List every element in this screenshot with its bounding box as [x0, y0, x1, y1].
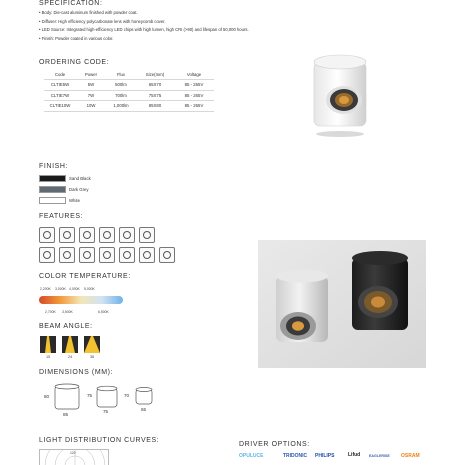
- dimension-width: 75: [103, 409, 109, 414]
- column-header: Power: [84, 71, 98, 77]
- product-photo: [258, 240, 426, 368]
- finish-swatch-sand-black: [39, 175, 66, 182]
- table-cell: 85 - 265V: [174, 101, 214, 112]
- dimension-height: 75: [87, 393, 93, 398]
- table-row: [44, 80, 214, 91]
- table-row: [44, 101, 214, 112]
- ct-label-top: 5,000K: [84, 287, 95, 291]
- specification-heading: SPECIFICATION:: [39, 0, 103, 7]
- brand-philips-logo: PHILIPS: [315, 453, 335, 459]
- beam-24-icon: [62, 336, 78, 353]
- feature-lifespan-icon: [39, 247, 55, 263]
- feature-anti-glare-icon: [159, 247, 175, 263]
- finish-label: Sand Black: [69, 176, 91, 181]
- table-cell: CLTIE7W: [44, 90, 76, 101]
- column-header: Size(mm): [145, 71, 165, 77]
- finish-swatch-dark-grey: [39, 186, 66, 193]
- light-distribution-heading: LIGHT DISTRIBUTION CURVES:: [39, 437, 160, 444]
- product-white-cylinder-image: [300, 48, 380, 138]
- driver-options-heading: DRIVER OPTIONS:: [239, 441, 310, 448]
- brand-opuluce-logo: OPULUCE: [239, 453, 264, 459]
- feature-dimmable-icon: [59, 227, 75, 243]
- table-cell: 10W: [76, 101, 106, 112]
- dimension-height: 70: [124, 393, 130, 398]
- table-cell: 1,000lm: [106, 101, 136, 112]
- ct-label-bottom: 3,500K: [62, 310, 73, 314]
- beam-36-icon: [84, 336, 100, 353]
- column-header: Code: [54, 71, 66, 77]
- color-temperature-heading: COLOR TEMPERATURE:: [39, 273, 131, 280]
- dimension-width: 85: [63, 412, 69, 417]
- spec-finish: • Finish: Powder coated in various color.: [39, 35, 114, 41]
- table-cell: 65X70: [136, 80, 174, 91]
- specification-list: [39, 9, 249, 43]
- dimension-height: 80: [44, 394, 50, 399]
- feature-cri-icon: [59, 247, 75, 263]
- finish-swatch-white: [39, 197, 66, 204]
- column-header: Flux: [116, 71, 126, 77]
- ct-label-top: 3,000K: [55, 287, 66, 291]
- ct-label-bottom: 2,700K: [45, 310, 56, 314]
- feature-class-icon: [139, 227, 155, 243]
- column-header: Voltage: [186, 71, 202, 77]
- dimension-width: 65: [141, 407, 147, 412]
- feature-surface-mount-icon: [119, 247, 135, 263]
- table-cell: 7W: [76, 90, 106, 101]
- spec-body: • Body: Die-cast aluminum finished with powder coat.: [39, 10, 138, 15]
- brand-eaglerise-logo: EAGLERISE: [369, 454, 390, 458]
- brand-tridonic-logo: TRIDONIC: [283, 453, 308, 459]
- feature-adjustable-icon: [99, 227, 115, 243]
- table-cell: 85 - 265V: [174, 80, 214, 91]
- beam-angle-label: 24: [68, 355, 73, 359]
- beam-angle-label: 15: [46, 355, 51, 359]
- finish-label: Dark Grey: [69, 187, 89, 192]
- dimension-85-drawing: [54, 383, 80, 410]
- table-row: [44, 90, 214, 101]
- table-cell: 75X75: [136, 90, 174, 101]
- spec-led-source: • LED Source: Integrated high-efficiency LED chips with high lumen, high CRI (>90) and lifespan of 50,000 hours.: [39, 27, 249, 33]
- dimension-75-drawing: [96, 385, 118, 408]
- table-cell: 500lm: [106, 80, 136, 91]
- beam-15-icon: [40, 336, 56, 353]
- ordering-header-row: [44, 69, 214, 80]
- ordering-table: [44, 69, 214, 112]
- table-cell: 85X80: [136, 101, 174, 112]
- feature-ip-icon: [39, 227, 55, 243]
- table-cell: CLTIE5W: [44, 80, 76, 91]
- table-cell: CLTIE10W: [44, 101, 76, 112]
- finish-label: White: [69, 198, 80, 203]
- light-distribution-chart: [39, 449, 109, 465]
- brand-osram-logo: OSRAM: [401, 453, 420, 459]
- ordering-heading: ORDERING CODE:: [39, 59, 110, 66]
- finish-heading: FINISH:: [39, 163, 69, 170]
- table-cell: 85 - 265V: [174, 90, 214, 101]
- spec-diffuser: • Diffuser: High efficiency polycarbonate lens with honeycomb cover.: [39, 18, 166, 24]
- brand-lifud-logo: Lifud: [348, 452, 361, 458]
- feature-warranty-icon: [139, 247, 155, 263]
- dimensions-heading: DIMENSIONS (MM):: [39, 369, 114, 376]
- beam-angle-heading: BEAM ANGLE:: [39, 323, 93, 330]
- table-cell: 700lm: [106, 90, 136, 101]
- table-cell: 5W: [76, 80, 106, 91]
- ct-label-bottom: 6,500K: [98, 310, 109, 314]
- dimension-65-drawing: [135, 386, 153, 405]
- ct-label-top: 4,000K: [69, 287, 80, 291]
- feature-led-chip-icon: [79, 227, 95, 243]
- feature-beam-icon: [99, 247, 115, 263]
- feature-efficiency-icon: [79, 247, 95, 263]
- feature-driver-icon: [119, 227, 135, 243]
- ct-label-top: 2,200K: [40, 287, 51, 291]
- beam-angle-label: 36: [90, 355, 95, 359]
- color-temperature-gradient-bar: [39, 296, 123, 304]
- curve-scale-label: 120: [70, 451, 76, 455]
- features-heading: FEATURES:: [39, 213, 84, 220]
